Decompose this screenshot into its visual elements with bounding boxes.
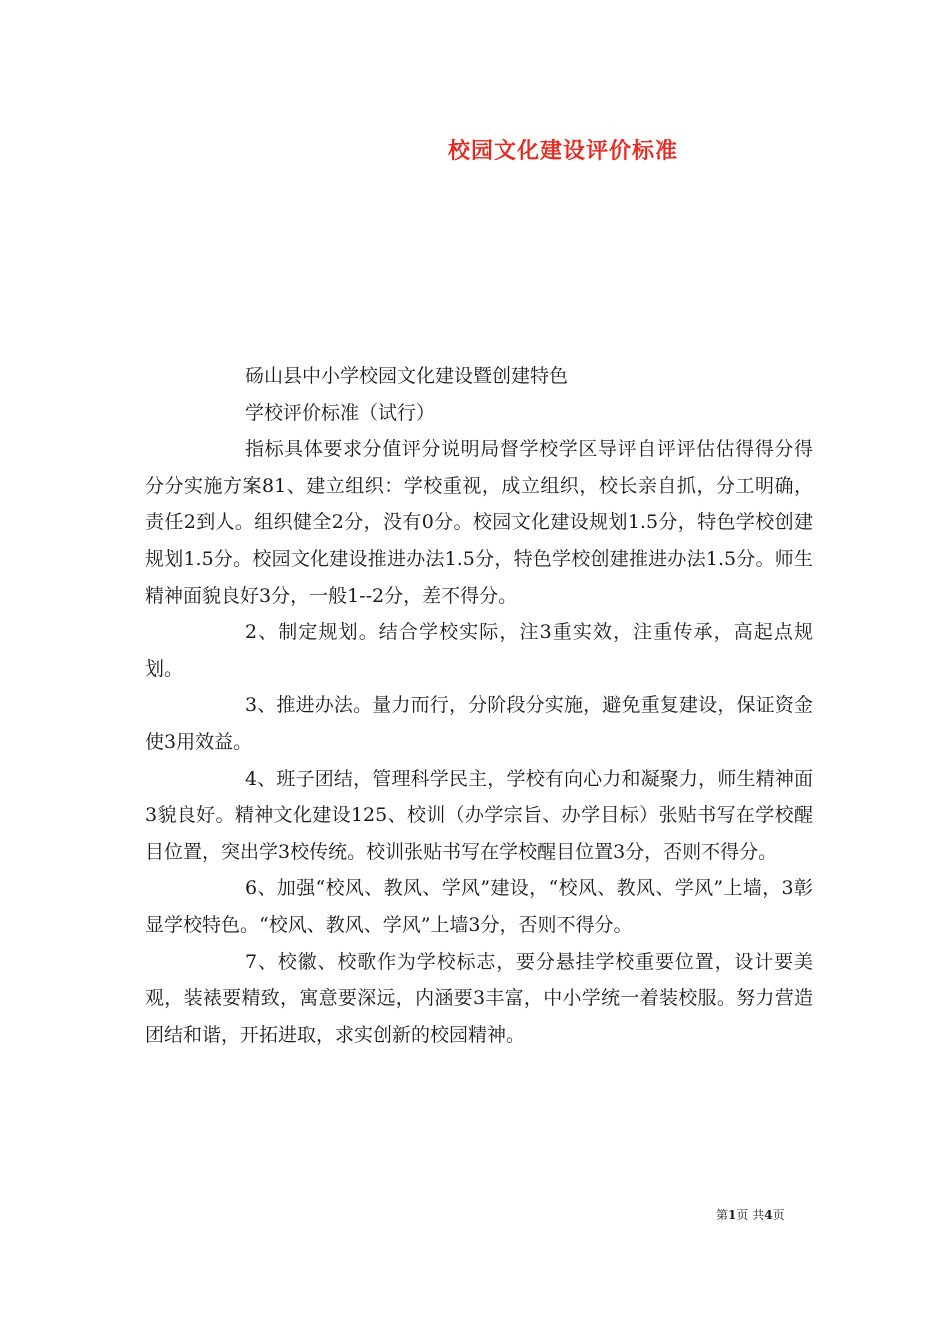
paragraph-3: 3、推进办法。量力而行，分阶段分实施，避免重复建设，保证资金使3用效益。 bbox=[145, 694, 813, 753]
page-footer bbox=[716, 1206, 785, 1223]
paragraph-1: 指标具体要求分值评分说明局督学校学区导评自评评估估得得分得分分实施方案81、建立组织：学校重视，成立组织，校长亲自抓，分工明确，责任2到人。组织健全2分，没有0分。校园文化建设规划1.5分，特色学校创建规划1.5分。校园文化建设推进办法1.5分，特色学校创建推进办法1.5分。师生精神面貌良好3分，一般1--2分，差不得分。 bbox=[145, 438, 813, 607]
paragraph-2: 2、制定规划。结合学校实际，注3重实效，注重传承，高起点规划。 bbox=[145, 621, 813, 680]
subtitle-line-2: 学校评价标准（试行） bbox=[245, 401, 436, 424]
paragraph-6: 7、校徽、校歌作为学校标志，要分悬挂学校重要位置，设计要美观，装裱要精致，寓意要深远，内涵要3丰富，中小学统一着装校服。努力营造团结和谐，开拓进取，求实创新的校园精神。 bbox=[145, 950, 813, 1046]
footer-total-pages: 4 bbox=[764, 1208, 773, 1222]
footer-suffix: 页 bbox=[772, 1208, 785, 1222]
document-title: 校园文化建设评价标准 bbox=[448, 138, 679, 164]
paragraph-4: 4、班子团结，管理科学民主，学校有向心力和凝聚力，师生精神面3貌良好。精神文化建设125、校训（办学宗旨、办学目标）张贴书写在学校醒目位置，突出学3校传统。校训张贴书写在学校醒目位置3分，否则不得分。 bbox=[145, 767, 813, 863]
subtitle-line-1: 砀山县中小学校园文化建设暨创建特色 bbox=[245, 365, 569, 387]
footer-prefix: 第 bbox=[716, 1208, 729, 1222]
paragraph-5: 6、加强“校风、教风、学风”建设，“校风、教风、学风”上墙，3彰显学校特色。“校风、教风、学风”上墙3分，否则不得分。 bbox=[145, 877, 813, 936]
footer-current-page: 1 bbox=[728, 1208, 737, 1222]
footer-middle: 页 共 bbox=[736, 1208, 765, 1222]
document-body bbox=[145, 358, 813, 1053]
